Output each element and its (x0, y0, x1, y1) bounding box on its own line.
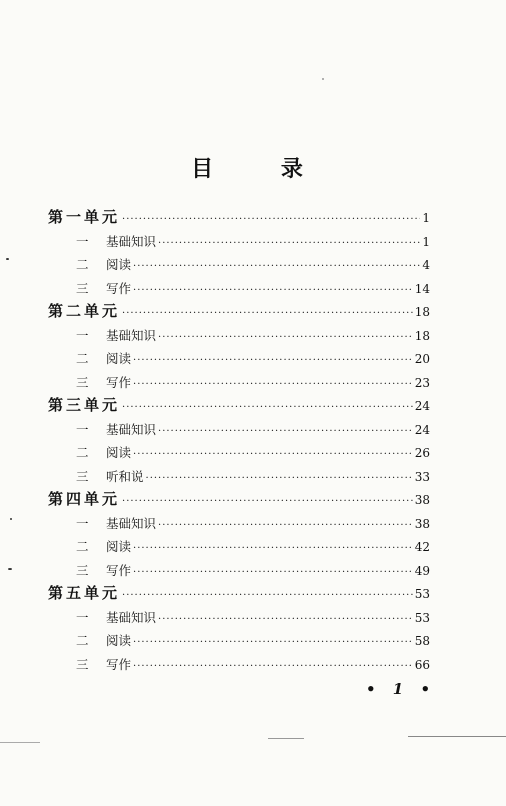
scan-artifact-line (0, 742, 40, 743)
toc-item-number: 一 (76, 421, 89, 437)
toc-item-label: 基础知识 (106, 609, 157, 625)
toc-item-number: 二 (76, 445, 89, 460)
toc-item-number: 一 (76, 515, 89, 531)
toc-item-label: 基础知识 (106, 421, 157, 437)
toc-item-label: 基础知识 (106, 515, 157, 531)
dot-leader (133, 255, 420, 279)
dot-leader (122, 208, 420, 232)
toc-item-row (48, 606, 430, 630)
toc-item-label: 阅读 (106, 257, 132, 272)
toc-page-number: 1 (422, 234, 430, 249)
toc-item-number: 三 (76, 562, 89, 578)
toc-page-number: 18 (414, 328, 430, 343)
scan-speck (322, 78, 324, 80)
toc-item-row (48, 512, 430, 536)
toc-item-label: 基础知识 (106, 327, 157, 343)
toc-item-number: 二 (76, 539, 89, 554)
toc-page-number: 14 (414, 281, 430, 296)
toc-page-number: 58 (414, 634, 430, 648)
toc-item-number: 二 (76, 257, 89, 272)
toc-item-number: 三 (76, 280, 89, 296)
toc-item-row (48, 347, 430, 371)
dot-leader (158, 326, 413, 350)
toc-page-number: 23 (414, 375, 430, 390)
table-of-contents (48, 206, 430, 676)
toc-item-row (48, 277, 430, 301)
dot-leader (133, 537, 413, 561)
toc-item-number: 一 (76, 327, 89, 343)
toc-page-number: 33 (414, 469, 430, 484)
toc-item-row (48, 441, 430, 465)
dot-leader (122, 584, 413, 608)
dot-leader (158, 420, 413, 444)
toc-page-number: 53 (414, 587, 430, 601)
toc-item-row (48, 559, 430, 583)
dot-leader (133, 655, 413, 679)
toc-item-label: 写作 (106, 562, 132, 578)
toc-item-row (48, 535, 430, 559)
toc-item-number: 二 (76, 351, 89, 366)
dot-leader (122, 396, 413, 420)
toc-item-label: 阅读 (106, 351, 132, 366)
toc-item-label: 听和说 (106, 468, 144, 484)
toc-item-number: 一 (76, 609, 89, 625)
toc-item-number: 一 (76, 233, 89, 249)
toc-item-label: 阅读 (106, 445, 132, 460)
scan-artifact-line (408, 736, 506, 737)
toc-unit-row (48, 394, 430, 418)
dot-leader (133, 373, 413, 397)
toc-unit-label: 第三单元 (48, 396, 121, 414)
dot-leader (133, 631, 413, 655)
toc-page-number: 49 (414, 563, 430, 578)
toc-unit-row (48, 206, 430, 230)
toc-unit-row (48, 582, 430, 606)
toc-page-number: 4 (422, 258, 430, 272)
page-number-footer: • 1 • (366, 680, 437, 698)
dot-leader (122, 302, 413, 326)
toc-page-number: 18 (414, 305, 430, 319)
dot-leader (133, 443, 413, 467)
toc-unit-label: 第五单元 (48, 584, 121, 602)
toc-page-number: 20 (414, 352, 430, 366)
toc-page-number: 42 (414, 540, 430, 554)
toc-unit-label: 第四单元 (48, 490, 121, 508)
toc-item-number: 三 (76, 374, 89, 390)
scan-speck (10, 518, 12, 520)
dot-leader (158, 608, 413, 632)
toc-page-number: 38 (414, 493, 430, 507)
dot-leader (158, 514, 413, 538)
toc-item-label: 写作 (106, 374, 132, 390)
toc-item-label: 写作 (106, 280, 132, 296)
toc-item-row (48, 324, 430, 348)
toc-item-row (48, 371, 430, 395)
toc-page-number: 24 (414, 399, 430, 413)
toc-unit-label: 第一单元 (48, 208, 121, 226)
page-title: 目 录 (191, 157, 333, 182)
dot-leader (146, 467, 413, 491)
scan-speck (6, 258, 9, 260)
toc-page-number: 26 (414, 446, 430, 460)
toc-item-row (48, 230, 430, 254)
toc-item-row (48, 465, 430, 489)
toc-page-number: 1 (422, 211, 430, 225)
dot-leader (133, 561, 413, 585)
toc-page-number: 24 (414, 422, 430, 437)
toc-page-number: 66 (414, 657, 430, 672)
dot-leader (122, 490, 413, 514)
dot-leader (133, 349, 413, 373)
toc-item-label: 基础知识 (106, 233, 157, 249)
toc-item-label: 阅读 (106, 539, 132, 554)
toc-item-number: 三 (76, 468, 89, 484)
toc-page-number: 38 (414, 516, 430, 531)
toc-item-row (48, 253, 430, 277)
scan-artifact-line (268, 738, 304, 739)
toc-page-number: 53 (414, 610, 430, 625)
toc-item-row (48, 418, 430, 442)
toc-item-row (48, 653, 430, 677)
toc-item-label: 写作 (106, 656, 132, 672)
toc-unit-label: 第二单元 (48, 302, 121, 320)
toc-item-label: 阅读 (106, 633, 132, 648)
scan-speck (8, 568, 12, 570)
dot-leader (158, 232, 420, 256)
dot-leader (133, 279, 413, 303)
toc-item-number: 三 (76, 656, 89, 672)
toc-unit-row (48, 488, 430, 512)
toc-item-number: 二 (76, 633, 89, 648)
toc-item-row (48, 629, 430, 653)
toc-unit-row (48, 300, 430, 324)
